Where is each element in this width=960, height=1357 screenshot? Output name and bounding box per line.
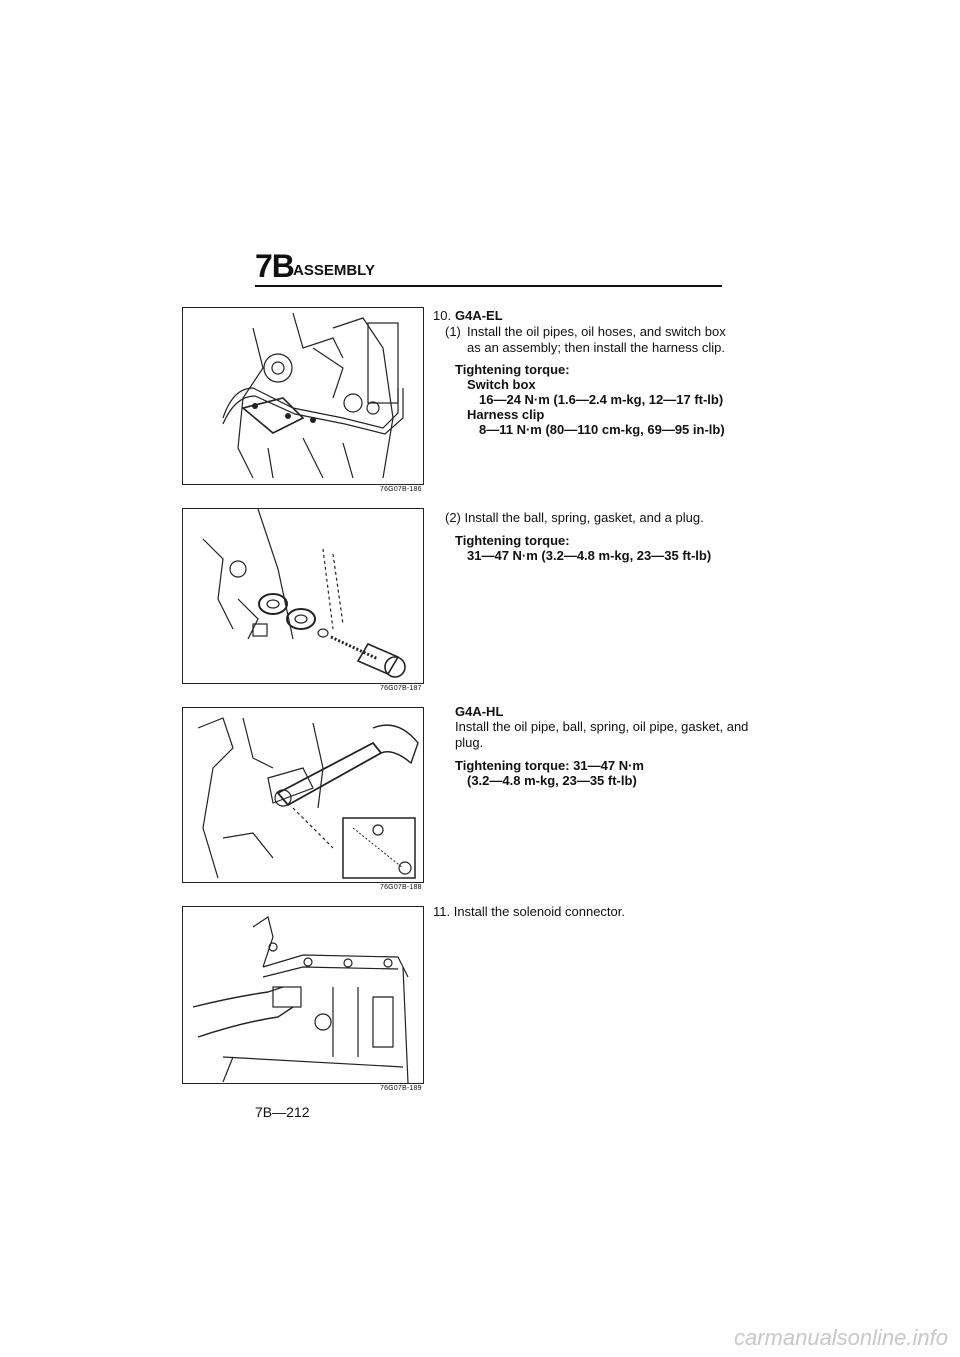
instruction-line: Install the oil pipes, oil hoses, and switch box (467, 324, 726, 339)
figure-torque-wrench-plug (182, 707, 424, 883)
instruction-line: as an assembly; then install the harness clip. (467, 340, 725, 355)
figure-oil-pipes-switch-box (182, 307, 424, 485)
solenoid-connector-illustration (183, 907, 423, 1083)
torque-heading: Tightening torque: 31—47 N·m (455, 758, 644, 773)
torque-value: (3.2—4.8 m-kg, 23—35 ft-lb) (467, 773, 637, 788)
ball-spring-illustration (183, 509, 423, 683)
torque-part-label: Switch box (467, 377, 536, 392)
instruction-line: (2) Install the ball, spring, gasket, and a plug. (445, 510, 704, 525)
torque-heading: Tightening torque: (455, 362, 570, 377)
torque-wrench-illustration (183, 708, 423, 882)
figure-code: 76G07B-189 (380, 1085, 422, 1092)
substep-number: (1) (445, 324, 461, 339)
header-rule (255, 285, 722, 287)
page-number: 7B—212 (255, 1104, 310, 1120)
torque-value: 16—24 N·m (1.6—2.4 m-kg, 12—17 ft-lb) (479, 392, 724, 407)
torque-value: 31—47 N·m (3.2—4.8 m-kg, 23—35 ft-lb) (467, 548, 712, 563)
instruction-line: 11. Install the solenoid connector. (433, 904, 625, 919)
torque-value: 8—11 N·m (80—110 cm-kg, 69—95 in-lb) (479, 422, 725, 437)
torque-heading: Tightening torque: (455, 533, 570, 548)
figure-code: 76G07B-186 (380, 486, 422, 493)
model-heading: G4A-EL (455, 308, 503, 323)
oil-pipes-illustration (183, 308, 423, 484)
torque-part-label: Harness clip (467, 407, 545, 422)
instruction-line: plug. (455, 735, 484, 750)
instruction-line: Install the oil pipe, ball, spring, oil pipe, gasket, and (455, 719, 749, 734)
step-number: 10. (433, 308, 452, 323)
model-heading: G4A-HL (455, 704, 504, 719)
section-number: 7B (255, 248, 294, 284)
section-title: ASSEMBLY (293, 262, 375, 279)
figure-code: 76G07B-187 (380, 685, 422, 692)
figure-ball-spring-plug (182, 508, 424, 684)
figure-code: 76G07B-188 (380, 884, 422, 891)
figure-solenoid-connector (182, 906, 424, 1084)
watermark-site: carmanualsonline.info (733, 1325, 948, 1350)
